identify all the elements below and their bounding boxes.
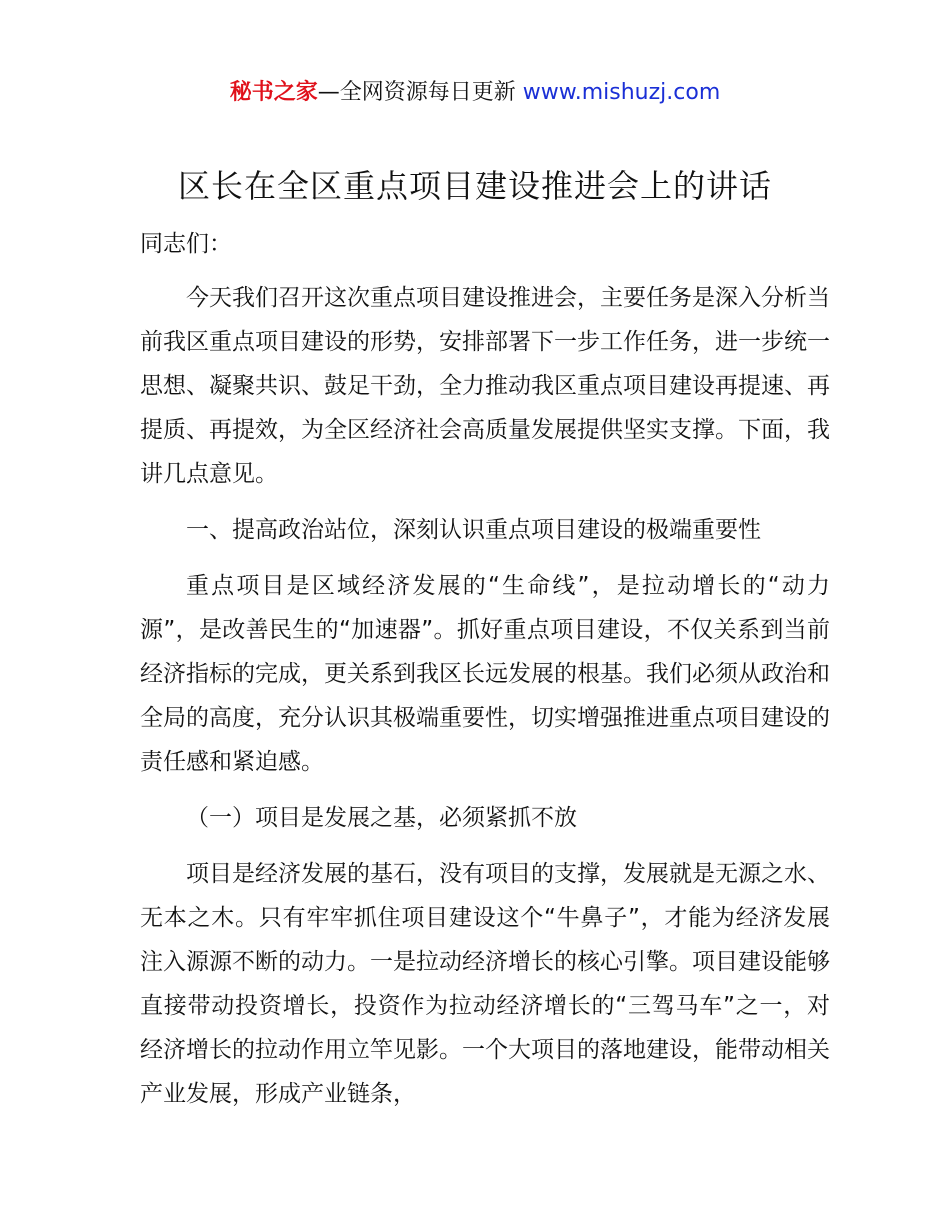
site-link[interactable]: www.mishuzj.com xyxy=(522,80,721,105)
section-heading-1: 一、提高政治站位，深刻认识重点项目建设的极端重要性 xyxy=(186,517,761,543)
brand-name: 秘书之家 xyxy=(229,80,318,105)
salutation: 同志们： xyxy=(140,231,232,257)
subsection-heading-1: （一）项目是发展之基，必须紧抓不放 xyxy=(186,805,577,831)
document-title: 区长在全区重点项目建设推进会上的讲话 xyxy=(177,167,772,205)
paragraph-importance: 重点项目是区域经济发展的“生命线”，是拉动增长的“动力源”，是改善民生的“加速器”。抓好重点项目建设，不仅关系到当前经济指标的完成，更关系到我区长远发展的根基。我们必须从政治和全局的高度，充分认识其极端重要性，切实增强推进重点项目建设的责任感和紧迫感。 xyxy=(140,573,830,775)
site-header xyxy=(0,76,950,110)
paragraph-foundation: 项目是经济发展的基石，没有项目的支撑，发展就是无源之水、无本之木。只有牢牢抓住项目建设这个“牛鼻子”，才能为经济发展注入源源不断的动力。一是拉动经济增长的核心引擎。项目建设能够直接带动投资增长，投资作为拉动经济增长的“三驾马车”之一，对经济增长的拉动作用立竿见影。一个大项目的落地建设，能带动相关产业发展，形成产业链条， xyxy=(140,861,830,1107)
paragraph-intro: 今天我们召开这次重点项目建设推进会，主要任务是深入分析当前我区重点项目建设的形势，安排部署下一步工作任务，进一步统一思想、凝聚共识、鼓足干劲，全力推动我区重点项目建设再提速、再提质、再提效，为全区经济社会高质量发展提供坚实支撑。下面，我讲几点意见。 xyxy=(140,285,830,487)
header-tagline: —全网资源每日更新 xyxy=(317,80,523,105)
document-body xyxy=(140,222,830,1128)
